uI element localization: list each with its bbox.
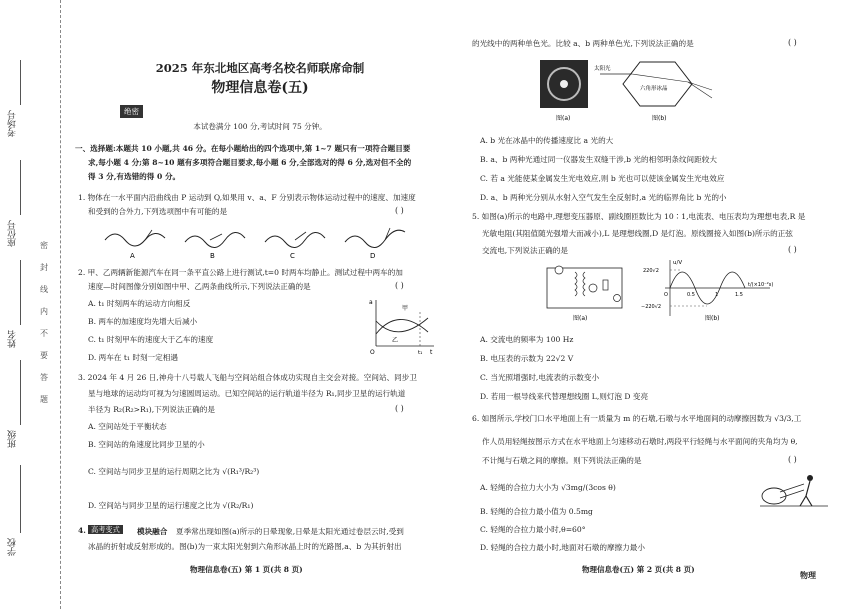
q1-figure-b — [185, 232, 245, 260]
q2-graph-yi: 乙 — [392, 337, 399, 344]
q3-stem-line1: 3. 2024 年 4 月 26 日,神舟十八号载人飞船与空间站组合体成功实现自主交会对接。空间站、同步卫 — [78, 373, 417, 382]
q4-fig-b-label: 图(b) — [652, 115, 667, 122]
q6-stem-line1: 6. 如图所示,学校门口水平地面上有一质量为 m 的石墩,石墩与水平地面间的动摩擦因数为 √3/3,工 — [472, 414, 802, 423]
section-intro-line2: 求,每小题 4 分;第 8~10 题有多项符合题目要求,每小题 6 分,全部选对的得 6 分,选对但不全的 — [88, 158, 412, 167]
q5-option-a: A. 交流电的频率为 100 Hz — [480, 335, 574, 344]
q4-stem-line2: 冰晶的折射或反射形成的。图(b)为一束太阳光射到六角形冰晶上时的光路图,a、b 为其折射出 — [88, 542, 402, 551]
seal-char: 线 — [40, 285, 48, 294]
seal-char: 内 — [40, 307, 48, 316]
q4-stem-line1: 夏季常出现如图(a)所示的日晕现象,日晕是太阳光通过卷层云时,受到 — [176, 527, 404, 536]
seat-line — [20, 160, 21, 215]
q1-stem-line1: 1. 物体在一水平面内沿曲线由 P 运动到 Q,如果用 v、a、F 分别表示物体运动过程中的速度、加速度 — [78, 193, 416, 202]
q2-stem-line1: 2. 甲、乙两辆新能源汽车在同一条平直公路上进行测试,t=0 时两车均静止。测试过程中两车的加 — [78, 268, 403, 277]
q2-graph-t1: t₁ — [418, 350, 423, 356]
q3-answer-blank: ( ) — [395, 404, 404, 413]
q1-option-c: C — [290, 252, 295, 260]
footer-right: 物理信息卷(五) 第 2 页(共 8 页) — [582, 565, 695, 574]
q5-graph-t15: 1.5 — [735, 292, 743, 298]
q1-figure-c — [265, 232, 325, 260]
q5-graph-t1: 1 — [715, 292, 719, 298]
q1-figure-a — [105, 230, 165, 260]
paper-title: 物理信息卷(五) — [211, 80, 309, 96]
q5-circuit — [547, 266, 622, 322]
q4-stem-line3: 的光线中的两种单色光。比较 a、b 两种单色光,下列说法正确的是 — [472, 39, 694, 48]
q5-graph-pos: 220√2 — [643, 268, 659, 274]
q4-figures — [540, 56, 720, 126]
q5-fig-b-label: 图(b) — [705, 315, 720, 322]
school-label: 学校 — [8, 538, 18, 556]
q1-figure-d — [345, 228, 405, 260]
q4-crystal-label: 六角形冰晶 — [640, 86, 668, 92]
q4-sun-label: 太阳光 — [594, 66, 611, 72]
q4-tag-text: 高考变式 — [88, 525, 123, 534]
q4-option-d: D. a、b 两种光分别从水射入空气发生全反射时,a 光的临界角比 b 光的小 — [480, 193, 727, 202]
q3-stem-line3: 半径为 R₂(R₂>R₁),下列说法正确的是 — [88, 405, 215, 414]
q4-number: 4. — [78, 526, 86, 535]
q5-option-b: B. 电压表的示数为 22√2 V — [480, 354, 574, 363]
seal-char: 要 — [40, 351, 48, 360]
q3-stem-line2: 星与地球的运动均可视为匀速圆周运动。已知空间站的运行轨道半径为 R₁,同步卫星的运行轨道 — [88, 389, 406, 398]
q5-stem-line2: 光敏电阻(其阻值随光强增大而减小),L 是理想线圈,D 是灯泡。原线圈接入如图(b)所示的正弦 — [482, 229, 793, 238]
name-label: 姓名 — [8, 330, 18, 348]
q4-option-c: C. 若 a 光能使某金属发生光电效应,则 b 光也可以使该金属发生光电效应 — [480, 174, 725, 183]
q1-option-d: D — [370, 252, 376, 260]
q4-option-b: B. a、b 两种光通过同一仪器发生双缝干涉,b 光的相邻明条纹间距较大 — [480, 155, 717, 164]
q1-option-a: A — [130, 252, 135, 260]
q1-option-figures — [100, 220, 420, 262]
q5-graph-origin: O — [664, 292, 668, 298]
q2-graph-y-label: a — [369, 299, 373, 306]
exam-room-line — [20, 60, 21, 105]
seat-label: 座位号 — [8, 220, 18, 247]
q5-stem-line3: 交流电,下列说法正确的是 — [482, 246, 568, 255]
section-intro-line1: 一、选择题:本题共 10 小题,共 46 分。在每小题给出的四个选项中,第 1~7 题只有一项符合题目要 — [75, 144, 411, 153]
q4-hex-crystal — [623, 62, 692, 106]
q3-option-b: B. 空间站的角速度比同步卫星的小 — [88, 440, 205, 449]
seal-char: 封 — [40, 263, 48, 272]
secret-badge: 绝密 — [120, 105, 143, 118]
seal-char: 不 — [40, 329, 48, 338]
q1-stem-line2: 和受到的合外力,下列选项图中有可能的是 — [88, 207, 228, 216]
q2-option-d: D. 两车在 t₁ 时刻一定相遇 — [88, 353, 178, 362]
q6-answer-blank: ( ) — [788, 455, 797, 464]
footer-corner: 物理 — [800, 570, 816, 580]
q5-option-c: C. 当光照增强时,电流表的示数变小 — [480, 373, 600, 382]
class-line — [20, 360, 21, 425]
q2-option-c: C. t₁ 时刻甲车的速度大于乙车的速度 — [88, 335, 214, 344]
exam-room-label: 考场号 — [8, 110, 18, 137]
q2-answer-blank: ( ) — [395, 281, 404, 290]
q5-graph-neg: −220√2 — [641, 304, 662, 310]
q2-graph-x-label: t — [430, 349, 433, 356]
q6-option-a: A. 轻绳的合拉力大小为 √3mg/(3cos θ) — [480, 483, 616, 492]
q6-option-b: B. 轻绳的合拉力最小值为 0.5mg — [480, 507, 593, 516]
q4-answer-blank: ( ) — [788, 38, 797, 47]
exam-meta: 本试卷满分 100 分,考试时间 75 分钟。 — [193, 122, 327, 131]
q6-stem-line2: 作人员用轻绳按图示方式在水平地面上匀速移动石墩时,两段平行轻绳与水平面间的夹角均为 θ, — [482, 437, 798, 446]
binding-strip — [0, 0, 61, 609]
q5-option-d: D. 若用一根导线来代替理想线圈 L,则灯泡 D 变亮 — [480, 392, 649, 401]
footer-left: 物理信息卷(五) 第 1 页(共 8 页) — [190, 565, 303, 574]
q6-option-d: D. 轻绳的合拉力最小时,地面对石墩的摩擦力最小 — [480, 543, 645, 552]
q5-graph-t-label: t/(×10⁻²s) — [748, 282, 774, 288]
q6-stone — [762, 488, 786, 504]
q2-option-a: A. t₁ 时刻两车的运动方向相反 — [88, 299, 191, 308]
q3-option-a: A. 空间站处于平衡状态 — [88, 422, 167, 431]
q2-option-b: B. 两车的加速度均先增大后减小 — [88, 317, 198, 326]
q5-figures — [545, 258, 775, 324]
seal-char: 答 — [40, 373, 48, 382]
q3-option-c: C. 空间站与同步卫星的运行周期之比为 √(R₁³/R₂³) — [88, 467, 260, 476]
q6-worker-head — [807, 475, 813, 481]
q5-fig-a-label: 图(a) — [573, 315, 588, 322]
q2-stem-line2: 速度—时间图像分别如图中甲、乙两条曲线所示,下列说法正确的是 — [88, 282, 311, 291]
q5-graph-u-label: u/V — [673, 260, 683, 266]
seal-char: 密 — [40, 241, 48, 250]
q1-answer-blank: ( ) — [395, 206, 404, 215]
q6-option-c: C. 轻绳的合拉力最小时,θ=60° — [480, 525, 586, 534]
q4-tag — [88, 525, 123, 535]
q6-stem-line3: 不计绳与石墩之间的摩擦。则下列说法正确的是 — [482, 456, 642, 465]
exam-title: 2025 年东北地区高考名校名师联席命制 — [155, 61, 365, 75]
q5-graph-t05: 0.5 — [687, 292, 695, 298]
q2-graph-jia: 甲 — [402, 305, 409, 312]
q3-option-d: D. 空间站与同步卫星的运行速度之比为 √(R₂/R₁) — [88, 501, 254, 510]
q4-lead: 模块融合 — [137, 527, 168, 536]
q5-stem-line1: 5. 如图(a)所示的电路中,理想变压器原、副线圈匝数比为 10∶1,电流表、电压表均为理想电表,R 是 — [472, 212, 806, 221]
class-label: 班级 — [8, 430, 18, 448]
q6-figure — [760, 470, 830, 510]
section-intro-line3: 得 3 分,有选错的得 0 分。 — [88, 172, 181, 181]
q1-option-b: B — [210, 252, 215, 260]
q4-option-a: A. b 光在冰晶中的传播速度比 a 光的大 — [480, 136, 614, 145]
q5-answer-blank: ( ) — [788, 245, 797, 254]
name-line — [20, 260, 21, 325]
q5-ac-graph — [641, 260, 773, 322]
seal-char: 题 — [40, 395, 48, 404]
q2-graph — [368, 296, 438, 356]
q4-fig-a-label: 图(a) — [556, 115, 571, 122]
school-line — [20, 465, 21, 533]
q2-graph-origin: O — [370, 349, 375, 356]
